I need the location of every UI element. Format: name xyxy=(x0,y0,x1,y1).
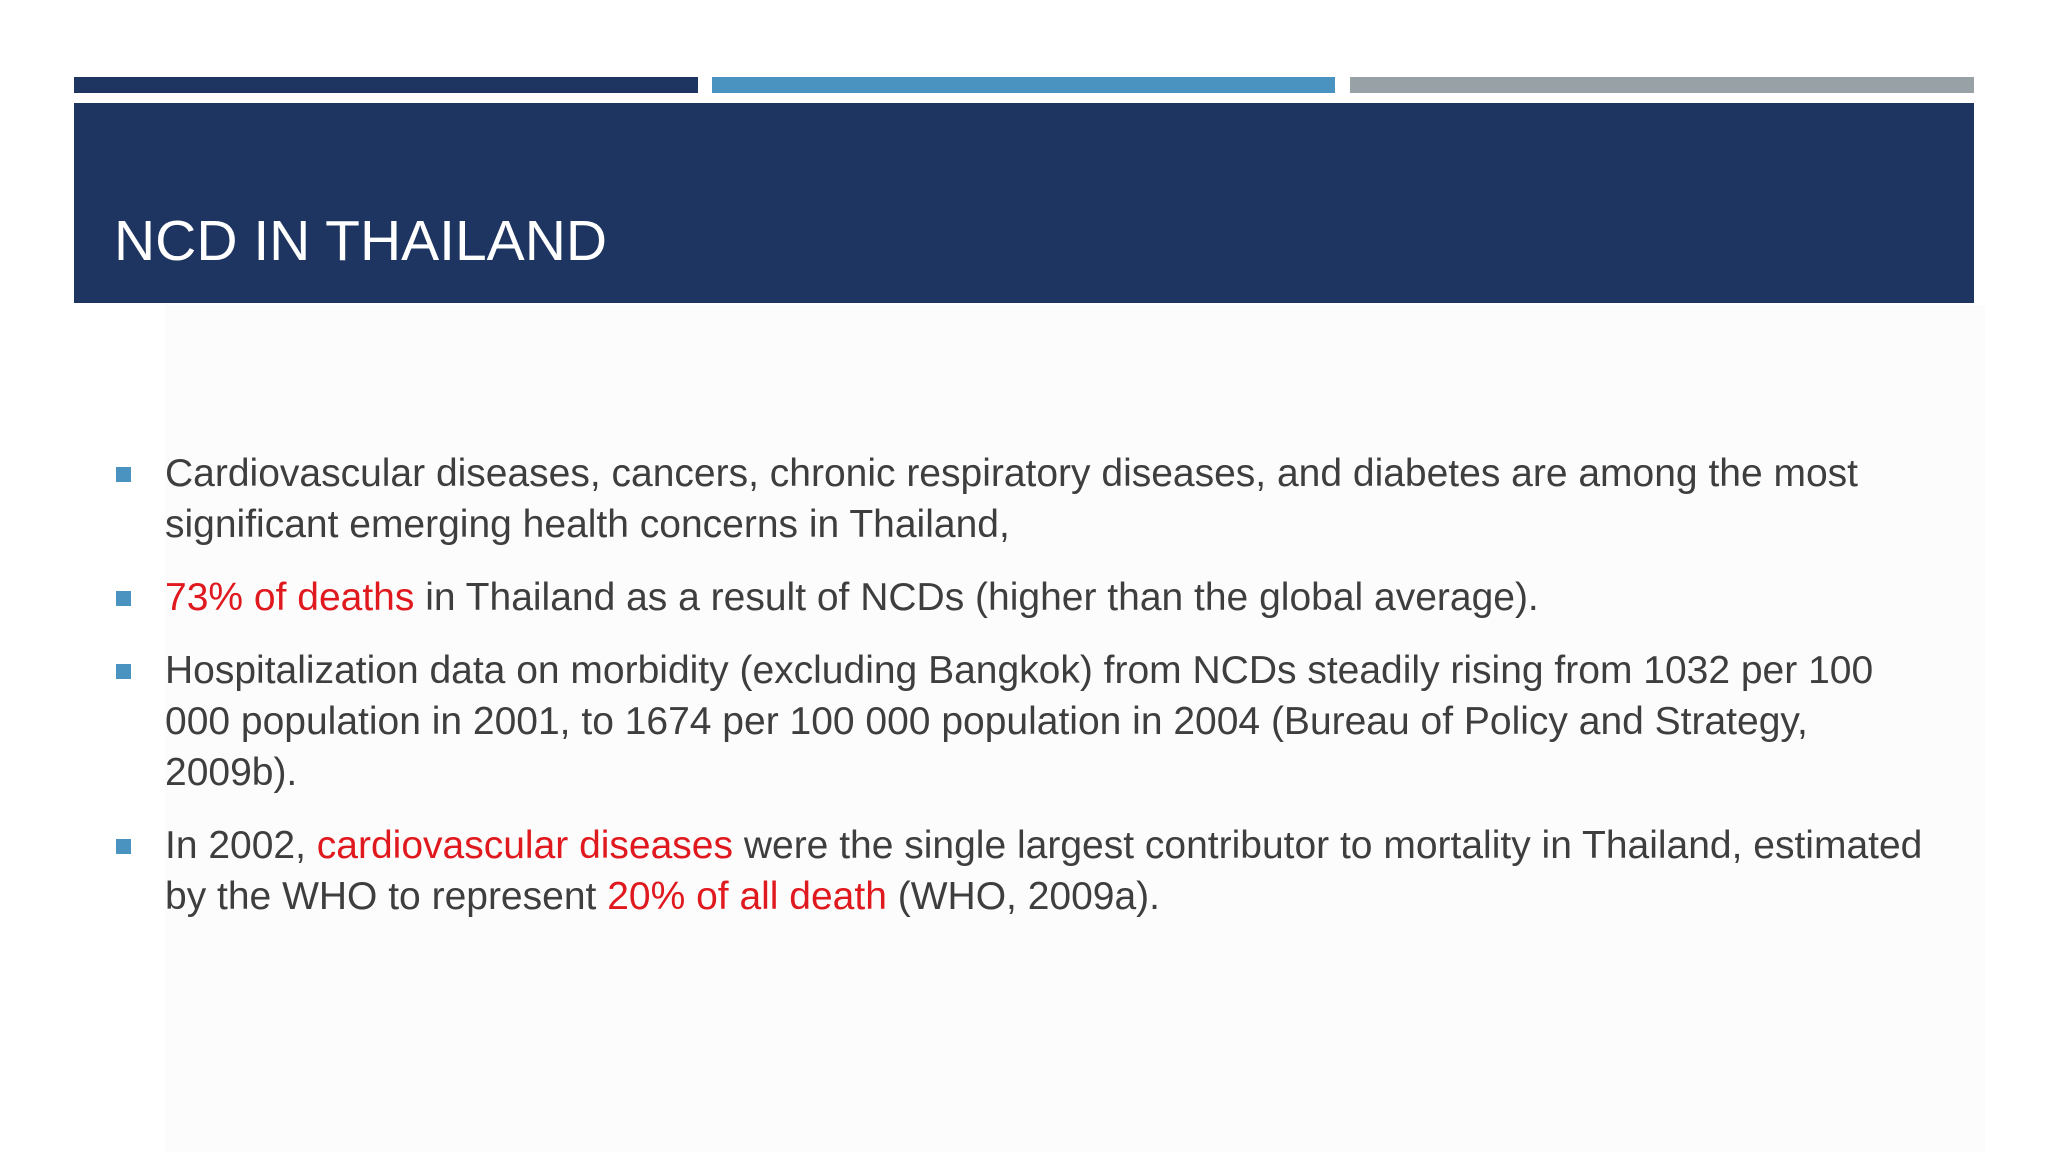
bullet-item xyxy=(113,448,1943,550)
highlighted-text: 73% of deaths xyxy=(165,576,415,619)
accent-bar-light-blue xyxy=(712,77,1335,93)
bullet-list xyxy=(113,448,1943,944)
bullet-text: in Thailand as a result of NCDs (higher than the global average). xyxy=(414,576,1539,619)
square-bullet-icon xyxy=(116,467,131,482)
square-bullet-icon xyxy=(116,664,131,679)
bullet-text: were the single largest contributor to mortality in Thailand, estimated by the WHO to represent xyxy=(165,824,1923,918)
square-bullet-icon xyxy=(116,839,131,854)
accent-bar-gray xyxy=(1350,77,1974,93)
slide-title: NCD IN THAILAND xyxy=(114,209,608,273)
bullet-text: (WHO, 2009a). xyxy=(886,875,1160,918)
bullet-item xyxy=(113,572,1943,623)
bullet-item xyxy=(113,645,1943,798)
bullet-text: Hospitalization data on morbidity (excluding Bangkok) from NCDs steadily rising from 1032 per 100 000 population in 2001, to 1674 per 100 000 population in 2004 (Bureau of Policy and Strategy, 2009b). xyxy=(165,649,1874,794)
highlighted-text: cardiovascular diseases xyxy=(316,824,733,867)
bullet-text: In 2002, xyxy=(165,824,317,867)
accent-bar-dark-blue xyxy=(74,77,698,93)
bullet-item xyxy=(113,820,1943,922)
square-bullet-icon xyxy=(116,591,131,606)
highlighted-text: 20% of all death xyxy=(607,875,887,918)
bullet-text: Cardiovascular diseases, cancers, chronic respiratory diseases, and diabetes are among the most significant emerging health concerns in Thailand, xyxy=(165,452,1859,546)
title-banner xyxy=(74,103,1974,303)
